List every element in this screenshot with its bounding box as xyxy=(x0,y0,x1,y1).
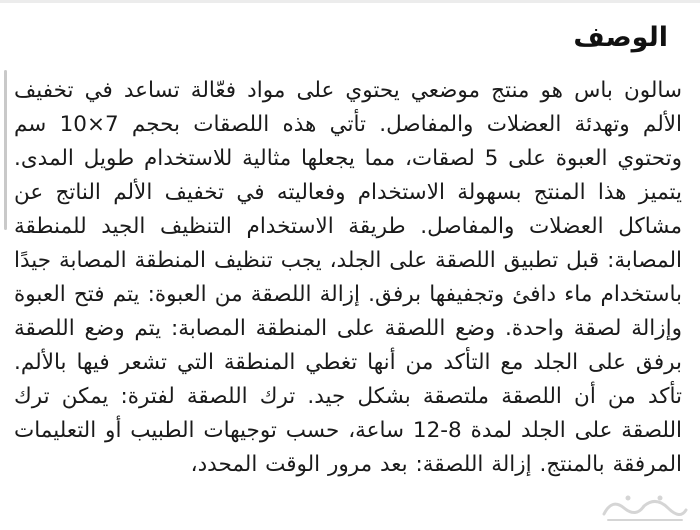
site-logo-watermark-icon xyxy=(598,490,690,526)
product-description-section xyxy=(14,18,682,482)
description-text: سالون باس هو منتج موضعي يحتوي على مواد فعّالة تساعد في تخفيف الألم وتهدئة العضلات والمفاصل. تأتي هذه اللصقات بحجم 7×10 سم وتحتوي العبوة على 5 لصقات، مما يجعلها مثالية للاستخدام طويل المدى. يتميز هذا المنتج بسهولة الاستخدام وفعاليته في تخفيف الألم الناتج عن مشاكل العضلات والمفاصل. طريقة الاستخدام التنظيف الجيد للمنطقة المصابة: قبل تطبيق اللصقة على الجلد، يجب تنظيف المنطقة المصابة جيدًا باستخدام ماء دافئ وتجفيفها برفق. إزالة اللصقة من العبوة: يتم فتح العبوة وإزالة لصقة واحدة. وضع اللصقة على المنطقة المصابة: يتم وضع اللصقة برفق على الجلد مع التأكد من أنها تغطي المنطقة التي تشعر فيها بالألم. تأكد من أن اللصقة ملتصقة بشكل جيد. ترك اللصقة لفترة: يمكن ترك اللصقة على الجلد لمدة 8-12 ساعة، حسب توجيهات الطبيب أو التعليمات المرفقة بالمنتج. إزالة اللصقة: بعد مرور الوقت المحدد، xyxy=(14,78,682,477)
top-divider xyxy=(0,0,700,3)
scroll-indicator[interactable] xyxy=(4,70,7,230)
section-title: الوصف xyxy=(573,22,668,53)
